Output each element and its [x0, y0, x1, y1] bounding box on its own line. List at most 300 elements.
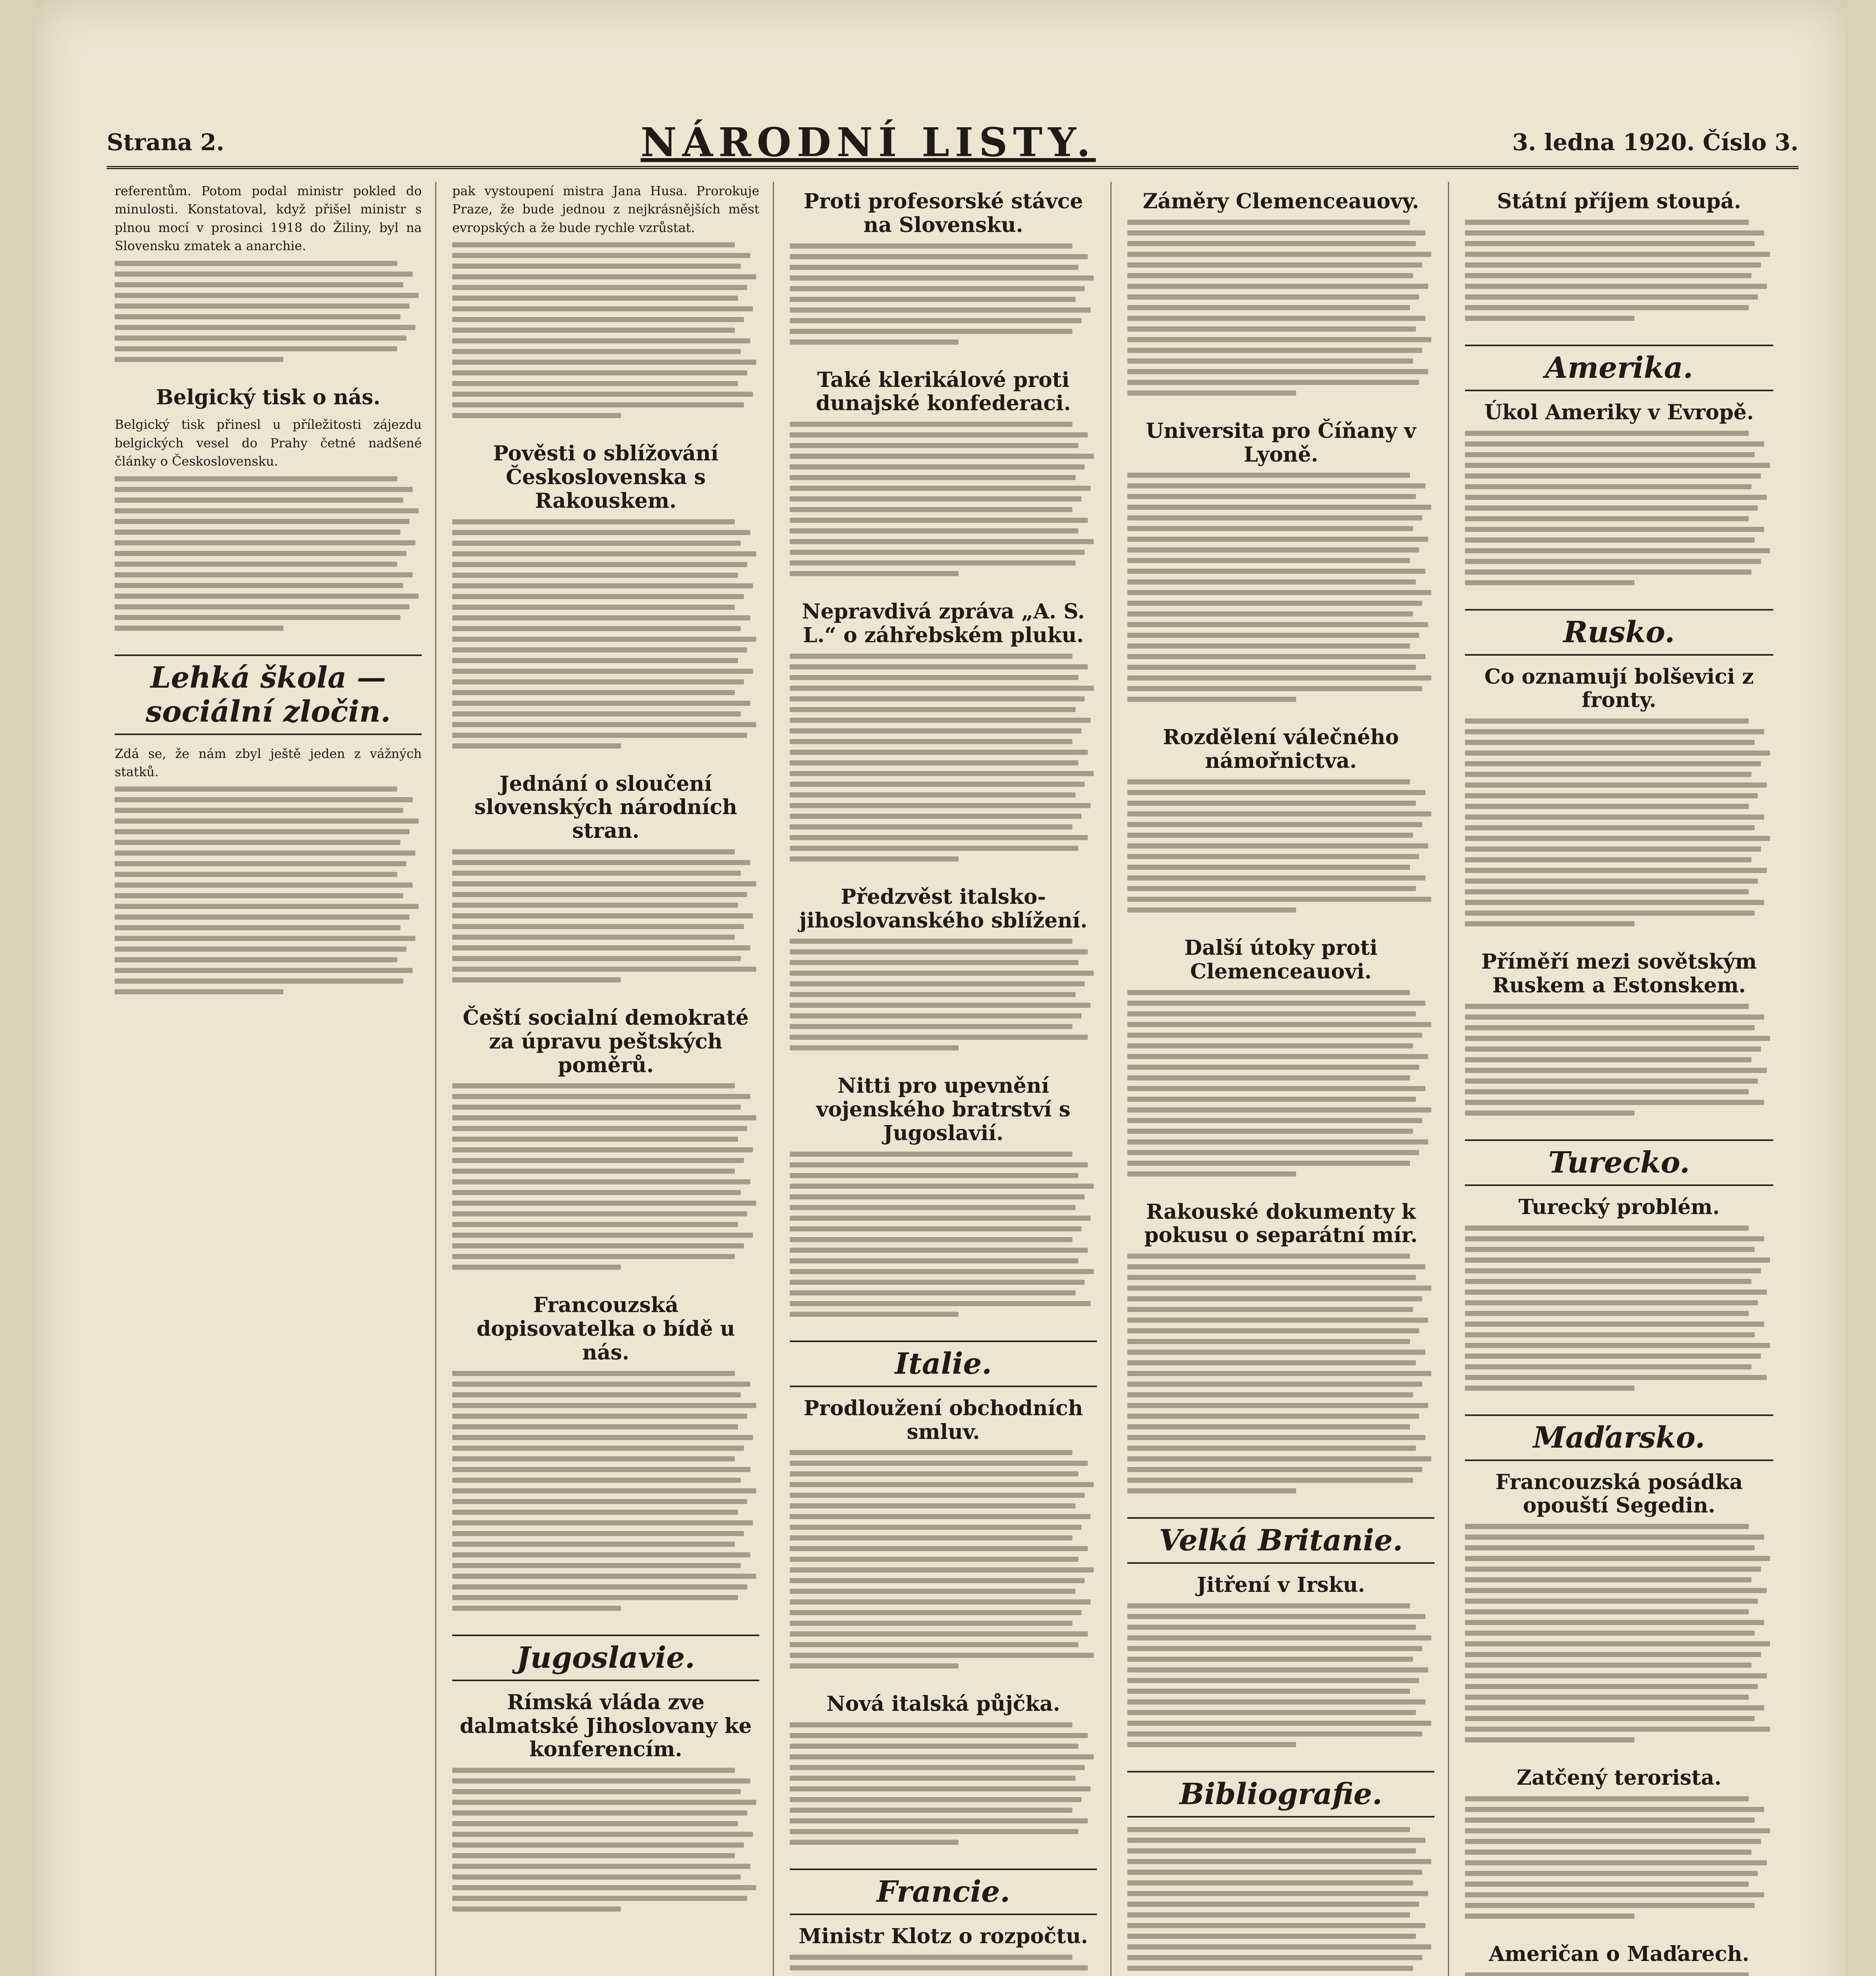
text-line	[452, 274, 756, 279]
text-line	[452, 1243, 744, 1248]
text-line	[452, 1520, 753, 1525]
text-line	[790, 1471, 1078, 1476]
text-line	[1127, 1350, 1425, 1355]
text-line	[1465, 1818, 1755, 1823]
text-line	[115, 925, 400, 930]
text-line	[452, 594, 744, 599]
text-line	[1127, 316, 1425, 321]
text-line	[790, 1610, 1081, 1615]
text-line	[1127, 1625, 1416, 1630]
body-text-lines	[1465, 1972, 1773, 1976]
text-line	[452, 1169, 735, 1174]
text-line	[452, 1435, 753, 1440]
article	[115, 654, 422, 995]
article-headline: Příměří mezi sovětským Ruskem a Estonskem.	[1481, 950, 1757, 997]
text-line	[452, 317, 744, 322]
text-line	[1465, 1524, 1749, 1529]
text-line	[1465, 1903, 1755, 1908]
body-text-lines	[790, 1955, 1097, 1976]
page-number: Strana 2.	[107, 129, 225, 156]
text-line	[790, 1003, 1091, 1008]
text-line	[1465, 1663, 1751, 1668]
text-line	[790, 1808, 1072, 1813]
text-line	[1127, 569, 1425, 574]
text-line	[452, 551, 756, 556]
text-line	[1465, 1247, 1755, 1252]
text-line	[452, 264, 741, 269]
section-heading: Lehká škola — sociální zločin.	[115, 654, 422, 735]
article-excerpt: Zdá se, že nám zbyl ještě jeden z vážných statků.	[115, 746, 422, 779]
text-line	[1465, 750, 1770, 756]
text-line	[115, 357, 283, 362]
text-line	[1127, 1139, 1428, 1144]
text-line	[790, 1312, 959, 1317]
text-line	[115, 336, 406, 341]
article-headline: Američan o Maďarech.	[1489, 1942, 1750, 1966]
body-text-lines	[1465, 1004, 1773, 1116]
text-line	[452, 1254, 735, 1259]
text-line	[115, 594, 419, 599]
text-line	[790, 971, 1094, 976]
article-headline: Rozdělení válečného námořnictva.	[1163, 725, 1399, 773]
text-line	[452, 935, 735, 940]
text-line	[452, 871, 741, 876]
text-line	[1127, 515, 1422, 520]
text-line	[790, 1546, 1088, 1551]
text-line	[1127, 369, 1428, 374]
text-line	[790, 275, 1094, 281]
text-line	[790, 1840, 959, 1845]
text-line	[452, 1768, 735, 1773]
text-line	[452, 1478, 741, 1483]
text-line	[1127, 1435, 1425, 1440]
text-line	[790, 1514, 1091, 1519]
text-line	[1127, 305, 1410, 310]
text-line	[1127, 1721, 1431, 1726]
article	[115, 182, 422, 362]
article-headline: Jednání o sloučení slovenských národních stran.	[474, 771, 737, 843]
text-line	[1465, 1300, 1758, 1305]
text-line	[115, 989, 283, 994]
text-line	[790, 443, 1078, 448]
text-line	[115, 797, 413, 802]
text-line	[1465, 484, 1751, 489]
text-line	[452, 977, 621, 982]
text-line	[452, 658, 738, 663]
text-line	[790, 1162, 1088, 1167]
text-line	[1127, 801, 1416, 806]
text-line	[1465, 1268, 1761, 1273]
body-text-lines	[1127, 1254, 1434, 1493]
text-line	[1465, 1631, 1755, 1636]
text-line	[790, 814, 1081, 819]
text-line	[790, 728, 1081, 733]
body-text-lines	[1465, 718, 1773, 926]
text-line	[1127, 907, 1296, 913]
text-line	[115, 936, 415, 941]
text-line	[452, 1574, 756, 1579]
text-line	[1465, 1545, 1755, 1550]
article	[790, 190, 1097, 345]
article	[1465, 950, 1773, 1116]
article	[790, 1341, 1097, 1669]
text-line	[1465, 1727, 1770, 1732]
text-line	[452, 615, 750, 620]
text-line	[452, 1105, 741, 1110]
text-line	[1465, 804, 1749, 809]
section-heading: Jugoslavie.	[452, 1635, 759, 1681]
text-line	[1127, 1467, 1422, 1472]
article	[1127, 419, 1434, 702]
article-headline: Belgický tisk o nás.	[156, 385, 381, 409]
text-line	[1465, 793, 1758, 798]
text-line	[1465, 473, 1761, 479]
text-line	[790, 1765, 1085, 1770]
text-line	[1127, 1966, 1413, 1971]
text-line	[790, 846, 1078, 851]
section-heading: Amerika.	[1465, 345, 1773, 391]
text-line	[452, 1584, 747, 1589]
body-text-lines	[452, 242, 759, 418]
text-line	[1465, 294, 1758, 300]
text-line	[115, 314, 400, 319]
text-line	[452, 1414, 747, 1419]
text-line	[790, 675, 1078, 680]
text-line	[1465, 220, 1749, 225]
text-line	[452, 669, 753, 674]
text-line	[1465, 305, 1749, 310]
text-line	[1465, 1354, 1761, 1359]
text-line	[115, 861, 406, 866]
text-line	[452, 402, 744, 407]
text-line	[1465, 537, 1755, 543]
text-line	[452, 1446, 744, 1451]
text-line	[1465, 452, 1755, 457]
text-line	[1127, 1667, 1428, 1672]
text-line	[452, 1233, 753, 1238]
text-line	[790, 1965, 1088, 1970]
text-line	[1465, 1004, 1749, 1009]
text-line	[1127, 1944, 1431, 1950]
article-headline: Co oznamují bolševici z fronty.	[1484, 664, 1754, 713]
text-line	[1127, 1891, 1428, 1896]
text-line	[1465, 1588, 1767, 1593]
text-line	[790, 1450, 1072, 1455]
text-line	[1465, 1850, 1751, 1855]
article-headline: Rímská vláda zve dalmatské Jihoslovany ke konferencím.	[460, 1690, 752, 1762]
text-line	[790, 782, 1085, 787]
text-line	[1127, 875, 1425, 881]
text-line	[452, 733, 747, 738]
text-line	[452, 690, 735, 695]
text-line	[452, 1371, 735, 1376]
text-line	[1127, 779, 1410, 784]
text-line	[452, 1467, 750, 1472]
text-line	[790, 1503, 1076, 1508]
text-line	[1465, 1068, 1767, 1073]
article-headline: Proti profesorské stávce na Slovensku.	[804, 189, 1083, 237]
text-line	[452, 860, 750, 865]
text-line	[1127, 1478, 1413, 1483]
text-line	[1127, 473, 1410, 478]
text-line	[452, 1606, 621, 1611]
article	[115, 386, 422, 631]
text-line	[790, 1035, 1088, 1040]
article	[1127, 1200, 1434, 1494]
article	[1465, 345, 1773, 585]
text-line	[790, 1152, 1072, 1157]
text-line	[1465, 1386, 1634, 1391]
text-line	[1465, 527, 1764, 532]
text-line	[790, 528, 1078, 534]
text-line	[115, 508, 419, 513]
text-line	[1127, 1912, 1410, 1918]
text-line	[452, 296, 738, 301]
text-line	[1127, 1275, 1416, 1280]
text-line	[790, 718, 1091, 723]
text-line	[115, 786, 397, 792]
article-excerpt: pak vystoupení mistra Jana Husa. Prorokuje Praze, že bude jednou z nejkrásnějších měst evropských a že bude rychle vzrůstat.	[452, 183, 759, 235]
text-line	[1465, 1807, 1764, 1812]
text-line	[1127, 252, 1431, 257]
body-text-lines	[452, 1768, 759, 1912]
text-line	[1127, 1065, 1419, 1070]
body-text-lines	[452, 519, 759, 749]
text-line	[1127, 220, 1410, 225]
text-line	[115, 551, 406, 556]
text-line	[1127, 358, 1413, 364]
text-line	[115, 261, 397, 266]
text-line	[790, 318, 1081, 323]
text-line	[790, 1733, 1088, 1738]
text-line	[115, 850, 415, 856]
text-line	[790, 329, 1072, 334]
text-line	[115, 968, 413, 973]
text-line	[1465, 1839, 1761, 1844]
article-headline: Nová italská půjčka.	[826, 1692, 1061, 1716]
text-line	[1127, 579, 1416, 585]
text-line	[790, 1589, 1076, 1594]
text-line	[1465, 463, 1770, 468]
text-line	[1465, 441, 1764, 447]
text-line	[1465, 1620, 1764, 1625]
text-line	[452, 1510, 738, 1515]
text-line	[790, 454, 1094, 459]
text-line	[452, 1874, 741, 1880]
text-line	[1127, 494, 1416, 499]
article-columns	[115, 182, 1787, 1976]
text-line	[115, 979, 403, 984]
text-line	[1465, 1871, 1758, 1876]
text-line	[452, 1083, 735, 1088]
text-line	[790, 286, 1085, 291]
text-line	[790, 1258, 1078, 1263]
text-line	[1465, 273, 1751, 278]
text-line	[452, 881, 756, 886]
text-line	[790, 1237, 1072, 1242]
text-line	[1127, 1254, 1410, 1259]
article	[452, 1006, 759, 1270]
text-line	[115, 583, 403, 588]
text-line	[790, 981, 1085, 986]
text-line	[115, 487, 413, 492]
body-text-lines	[115, 476, 422, 631]
text-line	[452, 541, 741, 546]
text-line	[115, 519, 410, 524]
text-line	[1465, 1599, 1758, 1604]
text-line	[1127, 1414, 1419, 1419]
text-line	[115, 530, 400, 535]
text-line	[1127, 1731, 1422, 1737]
text-line	[1465, 1025, 1755, 1030]
text-line	[1465, 1567, 1761, 1572]
text-line	[452, 1158, 744, 1163]
text-line	[790, 1290, 1076, 1295]
text-line	[452, 1842, 744, 1848]
article	[790, 368, 1097, 577]
section-heading: Rusko.	[1465, 609, 1773, 656]
article-headline: Ministr Klotz o rozpočtu.	[798, 1924, 1088, 1949]
article	[790, 600, 1097, 862]
text-line	[1465, 729, 1764, 734]
text-line	[1465, 1860, 1767, 1865]
text-line	[1465, 1057, 1751, 1062]
text-line	[452, 349, 741, 354]
text-line	[790, 1567, 1094, 1573]
text-line	[1465, 718, 1749, 724]
text-line	[1465, 1914, 1634, 1919]
section-heading: Bibliografie.	[1127, 1771, 1434, 1818]
text-line	[1127, 1318, 1428, 1323]
text-line	[1465, 889, 1749, 894]
text-line	[790, 265, 1078, 270]
text-line	[452, 1403, 756, 1408]
text-line	[790, 1194, 1085, 1199]
text-line	[790, 518, 1088, 523]
text-line	[452, 903, 738, 908]
text-line	[1465, 284, 1767, 289]
article-headline: Úkol Ameriky v Evropě.	[1484, 400, 1754, 424]
text-line	[1127, 390, 1296, 396]
article	[1465, 609, 1773, 927]
text-line	[1127, 1075, 1410, 1080]
text-line	[1465, 836, 1770, 841]
text-line	[115, 957, 397, 962]
text-line	[115, 282, 403, 287]
text-line	[1127, 1699, 1425, 1704]
text-line	[790, 949, 1088, 954]
text-line	[1127, 1097, 1416, 1102]
text-line	[452, 530, 750, 535]
text-line	[1127, 1118, 1422, 1123]
text-line	[1127, 675, 1431, 681]
newspaper-page	[36, 0, 1846, 1976]
article-headline: Zatčený terorista.	[1517, 1766, 1721, 1790]
text-line	[790, 1744, 1078, 1749]
text-line	[790, 696, 1085, 701]
text-line	[1127, 348, 1422, 353]
text-line	[790, 507, 1072, 512]
text-line	[1465, 1892, 1764, 1897]
text-line	[1127, 483, 1425, 488]
text-line	[1465, 911, 1755, 916]
text-line	[452, 1424, 738, 1429]
article-headline: Nepravdivá zpráva „A. S. L.“ o záhřebském pluku.	[802, 600, 1085, 647]
text-line	[115, 882, 413, 888]
text-line	[115, 604, 410, 609]
text-line	[1127, 1955, 1422, 1960]
body-text-lines	[1465, 1796, 1773, 1919]
text-line	[1127, 897, 1431, 902]
body-text-lines	[790, 422, 1097, 576]
text-line	[1127, 622, 1428, 627]
text-line	[1127, 1902, 1419, 1907]
text-line	[790, 1797, 1081, 1802]
body-text-lines	[1127, 220, 1434, 396]
text-line	[790, 1226, 1081, 1231]
text-line	[115, 540, 415, 545]
text-line	[1127, 1603, 1410, 1608]
text-line	[452, 562, 747, 567]
text-line	[452, 1392, 741, 1397]
body-text-lines	[790, 1152, 1097, 1317]
text-line	[452, 1789, 741, 1794]
text-line	[1465, 815, 1764, 820]
text-line	[1127, 865, 1410, 870]
column-3	[790, 182, 1112, 1976]
text-line	[452, 413, 621, 418]
text-line	[1127, 1264, 1425, 1269]
text-line	[1127, 1456, 1431, 1461]
article-headline: Prodloužení obchodních smluv.	[804, 1396, 1083, 1444]
text-line	[790, 707, 1076, 712]
text-line	[1465, 761, 1761, 766]
text-line	[790, 760, 1078, 766]
text-line	[1127, 1646, 1422, 1651]
article	[1127, 936, 1434, 1177]
text-line	[790, 1184, 1094, 1189]
text-line	[115, 325, 415, 330]
text-line	[115, 626, 283, 631]
text-line	[790, 1013, 1081, 1018]
text-line	[452, 1885, 756, 1890]
text-line	[790, 1173, 1078, 1178]
text-line	[1465, 1258, 1770, 1263]
text-line	[790, 686, 1094, 691]
text-line	[1465, 316, 1634, 321]
body-text-lines	[452, 1083, 759, 1270]
text-line	[1127, 1689, 1410, 1694]
text-line	[452, 1265, 621, 1270]
text-line	[790, 1301, 1091, 1306]
text-line	[1465, 241, 1755, 246]
text-line	[452, 1531, 744, 1536]
text-line	[1465, 1695, 1749, 1700]
text-line	[1465, 740, 1755, 745]
body-text-lines	[790, 654, 1097, 862]
text-line	[1127, 1678, 1419, 1683]
text-line	[452, 306, 753, 311]
column-2	[452, 182, 774, 1976]
text-line	[452, 519, 735, 524]
text-line	[790, 1776, 1076, 1781]
text-line	[790, 1280, 1085, 1285]
text-line	[1127, 833, 1413, 838]
text-line	[1127, 1382, 1422, 1387]
text-line	[1127, 1488, 1296, 1493]
text-line	[452, 605, 735, 610]
text-line	[115, 947, 406, 952]
